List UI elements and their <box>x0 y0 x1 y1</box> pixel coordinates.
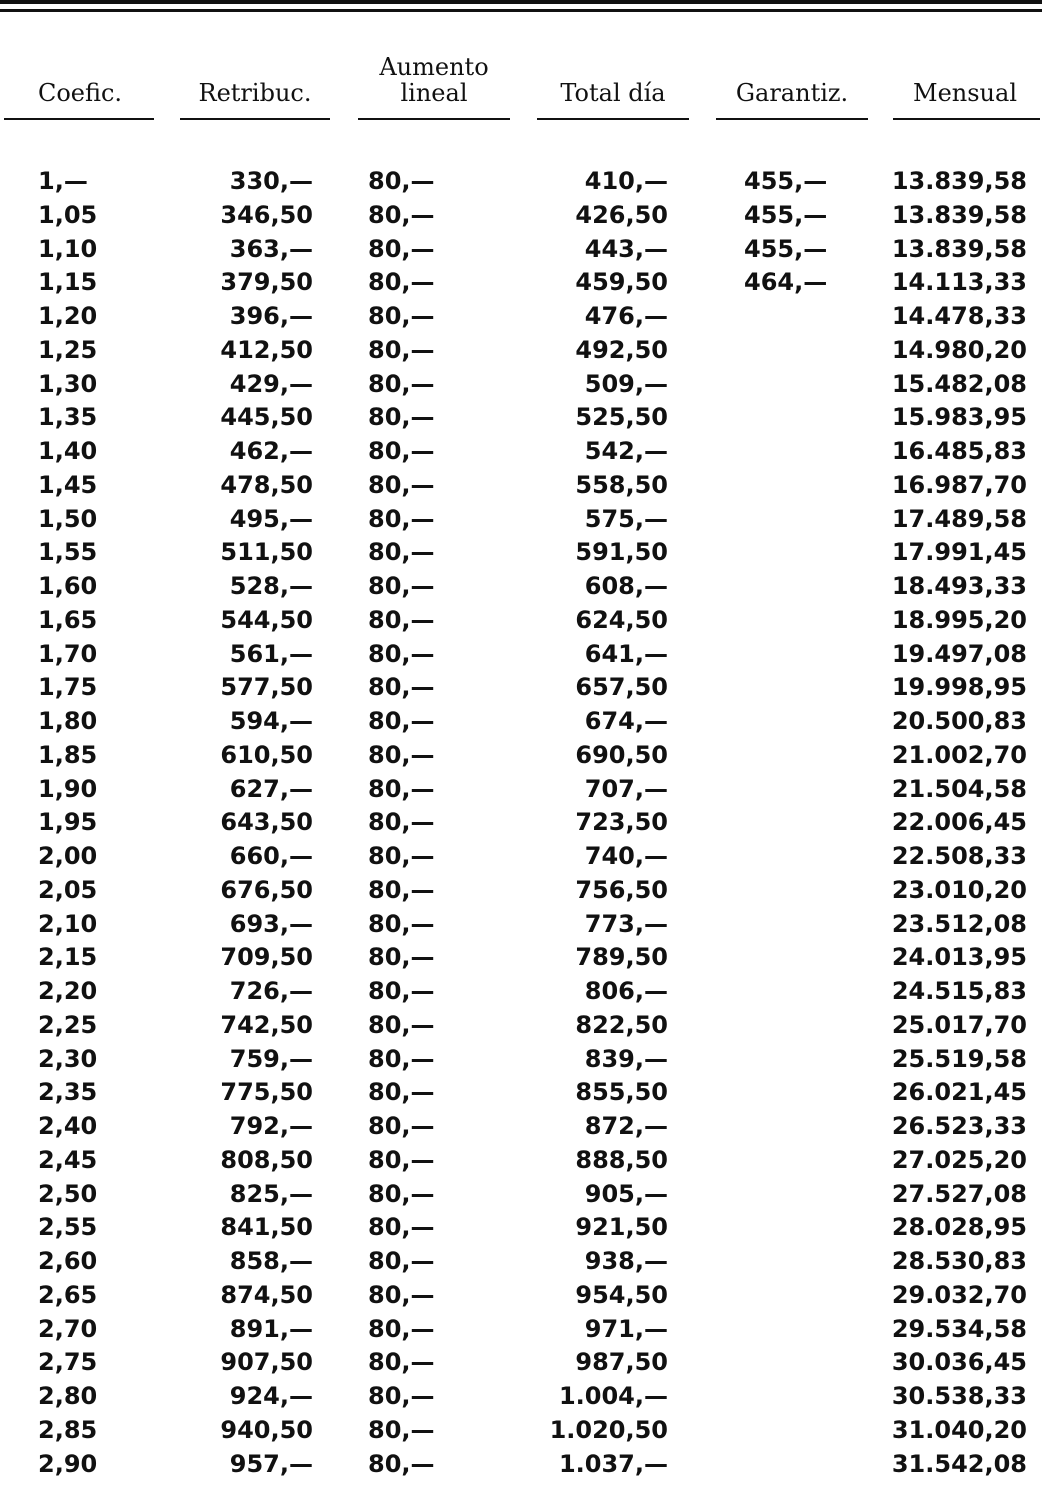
total-dia-cell: 674,— <box>584 707 668 735</box>
aumento-lineal-cell: 80,— <box>368 572 435 600</box>
total-dia-cell: 1.037,— <box>558 1449 668 1478</box>
coefic-cell: 1,80 <box>38 707 98 735</box>
retribuc-cell: 610,50 <box>220 740 313 769</box>
retribuc-cell: 957,— <box>229 1449 313 1478</box>
mensual-cell: 31.040,20 <box>891 1415 1027 1444</box>
header-mensual: Mensual <box>913 79 1017 107</box>
retribuc-cell: 841,50 <box>220 1213 313 1242</box>
aumento-lineal-cell: 80,— <box>368 875 435 904</box>
total-dia-cell: 756,50 <box>575 875 668 904</box>
table-row <box>0 1042 1042 1076</box>
aumento-lineal-cell: 80,— <box>368 1044 435 1073</box>
total-dia-cell: 938,— <box>584 1247 668 1275</box>
mensual-cell: 28.028,95 <box>891 1213 1027 1242</box>
total-dia-cell: 954,50 <box>575 1280 668 1309</box>
coefic-cell: 1,25 <box>38 335 98 364</box>
table-row <box>0 367 1042 401</box>
aumento-lineal-cell: 80,— <box>368 673 435 702</box>
table-row <box>0 1447 1042 1481</box>
retribuc-cell: 346,50 <box>220 200 313 229</box>
coefic-cell: 1,85 <box>38 740 98 769</box>
coefic-cell: 2,65 <box>38 1280 98 1309</box>
aumento-lineal-cell: 80,— <box>368 369 435 398</box>
aumento-lineal-cell: 80,— <box>368 605 435 634</box>
coefic-cell: 2,05 <box>38 875 98 904</box>
table-row <box>0 265 1042 299</box>
mensual-cell: 19.497,08 <box>891 639 1027 668</box>
retribuc-cell: 676,50 <box>220 875 313 904</box>
table-row <box>0 603 1042 637</box>
mensual-cell: 22.508,33 <box>891 842 1027 870</box>
coefic-cell: 1,30 <box>38 369 98 398</box>
garantiz-cell: 455,— <box>744 234 828 263</box>
garantiz-cell: 455,— <box>744 200 828 229</box>
total-dia-cell: 855,50 <box>575 1078 668 1107</box>
aumento-lineal-cell: 80,— <box>368 707 435 735</box>
total-dia-cell: 690,50 <box>575 740 668 769</box>
retribuc-cell: 396,— <box>229 302 313 330</box>
total-dia-cell: 888,50 <box>575 1145 668 1174</box>
table-row <box>0 400 1042 434</box>
header-underline <box>4 118 154 120</box>
table-row <box>0 569 1042 603</box>
coefic-cell: 1,75 <box>38 673 98 702</box>
total-dia-cell: 624,50 <box>575 605 668 634</box>
aumento-lineal-cell: 80,— <box>368 1010 435 1039</box>
retribuc-cell: 709,50 <box>220 943 313 972</box>
total-dia-cell: 723,50 <box>575 808 668 837</box>
aumento-lineal-cell: 80,— <box>368 1314 435 1343</box>
retribuc-cell: 858,— <box>229 1247 313 1275</box>
retribuc-cell: 825,— <box>229 1179 313 1208</box>
table-row <box>0 434 1042 468</box>
coefic-cell: 2,00 <box>38 842 98 870</box>
table-row <box>0 805 1042 839</box>
aumento-lineal-cell: 80,— <box>368 234 435 263</box>
coefic-cell: 1,15 <box>38 268 98 297</box>
total-dia-cell: 789,50 <box>575 943 668 972</box>
table-row <box>0 299 1042 333</box>
aumento-lineal-cell: 80,— <box>368 538 435 567</box>
total-dia-cell: 822,50 <box>575 1010 668 1039</box>
header-underline <box>716 118 868 120</box>
coefic-cell: 1,20 <box>38 302 98 330</box>
coefic-cell: 2,15 <box>38 943 98 972</box>
aumento-lineal-cell: 80,— <box>368 470 435 499</box>
total-dia-cell: 575,— <box>584 504 668 533</box>
retribuc-cell: 940,50 <box>220 1415 313 1444</box>
table-row <box>0 333 1042 367</box>
top-rule <box>0 0 1042 4</box>
aumento-lineal-cell: 80,— <box>368 335 435 364</box>
header-underline <box>537 118 689 120</box>
aumento-lineal-cell: 80,— <box>368 639 435 668</box>
total-dia-cell: 641,— <box>584 639 668 668</box>
mensual-cell: 18.995,20 <box>891 605 1027 634</box>
aumento-lineal-cell: 80,— <box>368 1382 435 1410</box>
total-dia-cell: 1.004,— <box>558 1382 668 1410</box>
total-dia-cell: 542,— <box>584 437 668 465</box>
retribuc-cell: 643,50 <box>220 808 313 837</box>
table-row <box>0 873 1042 907</box>
aumento-lineal-cell: 80,— <box>368 200 435 229</box>
coefic-cell: 1,35 <box>38 403 98 432</box>
table-row <box>0 1312 1042 1346</box>
retribuc-cell: 742,50 <box>220 1010 313 1039</box>
table-row <box>0 1075 1042 1109</box>
aumento-lineal-cell: 80,— <box>368 1449 435 1478</box>
coefic-cell: 2,90 <box>38 1449 98 1478</box>
retribuc-cell: 429,— <box>229 369 313 398</box>
coefic-cell: 1,95 <box>38 808 98 837</box>
mensual-cell: 14.113,33 <box>891 268 1027 297</box>
aumento-lineal-cell: 80,— <box>368 808 435 837</box>
mensual-cell: 25.017,70 <box>891 1010 1027 1039</box>
mensual-cell: 27.527,08 <box>891 1179 1027 1208</box>
table-row <box>0 772 1042 806</box>
coefic-cell: 2,20 <box>38 977 98 1005</box>
table-row <box>0 1278 1042 1312</box>
retribuc-cell: 792,— <box>229 1112 313 1140</box>
total-dia-cell: 707,— <box>584 774 668 803</box>
total-dia-cell: 806,— <box>584 977 668 1005</box>
retribuc-cell: 561,— <box>229 639 313 668</box>
aumento-lineal-cell: 80,— <box>368 774 435 803</box>
table-row <box>0 502 1042 536</box>
aumento-lineal-cell: 80,— <box>368 740 435 769</box>
garantiz-cell: 464,— <box>744 268 828 297</box>
coefic-cell: 1,— <box>38 167 88 195</box>
total-dia-cell: 459,50 <box>575 268 668 297</box>
header-lineal: lineal <box>400 79 468 107</box>
coefic-cell: 1,50 <box>38 504 98 533</box>
top-rule-secondary <box>0 9 1042 12</box>
header-garantiz: Garantiz. <box>735 79 849 107</box>
total-dia-cell: 525,50 <box>575 403 668 432</box>
coefic-cell: 2,50 <box>38 1179 98 1208</box>
retribuc-cell: 759,— <box>229 1044 313 1073</box>
table-row <box>0 670 1042 704</box>
table-row <box>0 232 1042 266</box>
mensual-cell: 27.025,20 <box>891 1145 1027 1174</box>
table-row <box>0 535 1042 569</box>
total-dia-cell: 740,— <box>584 842 668 870</box>
mensual-cell: 13.839,58 <box>891 200 1027 229</box>
aumento-lineal-cell: 80,— <box>368 842 435 870</box>
mensual-cell: 26.021,45 <box>891 1078 1027 1107</box>
aumento-lineal-cell: 80,— <box>368 943 435 972</box>
header-underline <box>358 118 510 120</box>
header-coefic: Coefic. <box>37 79 123 107</box>
total-dia-cell: 987,50 <box>575 1348 668 1377</box>
table-row <box>0 940 1042 974</box>
retribuc-cell: 891,— <box>229 1314 313 1343</box>
total-dia-cell: 905,— <box>584 1179 668 1208</box>
table-row <box>0 738 1042 772</box>
total-dia-cell: 872,— <box>584 1112 668 1140</box>
retribuc-cell: 627,— <box>229 774 313 803</box>
total-dia-cell: 839,— <box>584 1044 668 1073</box>
table-row <box>0 974 1042 1008</box>
table-row <box>0 637 1042 671</box>
coefic-cell: 2,85 <box>38 1415 98 1444</box>
coefic-cell: 2,10 <box>38 909 98 938</box>
retribuc-cell: 528,— <box>229 572 313 600</box>
aumento-lineal-cell: 80,— <box>368 1145 435 1174</box>
coefic-cell: 2,30 <box>38 1044 98 1073</box>
aumento-lineal-cell: 80,— <box>368 504 435 533</box>
mensual-cell: 29.032,70 <box>891 1280 1027 1309</box>
mensual-cell: 21.504,58 <box>891 774 1027 803</box>
retribuc-cell: 594,— <box>229 707 313 735</box>
total-dia-cell: 492,50 <box>575 335 668 364</box>
mensual-cell: 13.839,58 <box>891 167 1027 195</box>
coefic-cell: 1,60 <box>38 572 98 600</box>
table-row <box>0 839 1042 873</box>
coefic-cell: 2,60 <box>38 1247 98 1275</box>
table-row <box>0 1177 1042 1211</box>
mensual-cell: 20.500,83 <box>891 707 1027 735</box>
total-dia-cell: 509,— <box>584 369 668 398</box>
retribuc-cell: 577,50 <box>220 673 313 702</box>
mensual-cell: 14.980,20 <box>891 335 1027 364</box>
aumento-lineal-cell: 80,— <box>368 302 435 330</box>
aumento-lineal-cell: 80,— <box>368 1348 435 1377</box>
table-row <box>0 1379 1042 1413</box>
mensual-cell: 17.991,45 <box>891 538 1027 567</box>
retribuc-cell: 445,50 <box>220 403 313 432</box>
aumento-lineal-cell: 80,— <box>368 403 435 432</box>
mensual-cell: 17.489,58 <box>891 504 1027 533</box>
aumento-lineal-cell: 80,— <box>368 1247 435 1275</box>
table-row <box>0 1244 1042 1278</box>
mensual-cell: 18.493,33 <box>891 572 1027 600</box>
coefic-cell: 1,05 <box>38 200 98 229</box>
coefic-cell: 2,75 <box>38 1348 98 1377</box>
retribuc-cell: 495,— <box>229 504 313 533</box>
coefic-cell: 1,10 <box>38 234 98 263</box>
retribuc-cell: 924,— <box>229 1382 313 1410</box>
table-row <box>0 1008 1042 1042</box>
aumento-lineal-cell: 80,— <box>368 1179 435 1208</box>
mensual-cell: 30.036,45 <box>891 1348 1027 1377</box>
total-dia-cell: 971,— <box>584 1314 668 1343</box>
mensual-cell: 24.515,83 <box>891 977 1027 1005</box>
retribuc-cell: 775,50 <box>220 1078 313 1107</box>
mensual-cell: 16.485,83 <box>891 437 1027 465</box>
table-row <box>0 1210 1042 1244</box>
header-retribuc: Retribuc. <box>198 79 312 107</box>
header-underline <box>180 118 330 120</box>
aumento-lineal-cell: 80,— <box>368 1112 435 1140</box>
retribuc-cell: 726,— <box>229 977 313 1005</box>
header-aumento: Aumento <box>379 53 489 81</box>
mensual-cell: 25.519,58 <box>891 1044 1027 1073</box>
header-total-dia: Total día <box>560 79 666 107</box>
aumento-lineal-cell: 80,— <box>368 1415 435 1444</box>
total-dia-cell: 1.020,50 <box>549 1415 668 1444</box>
retribuc-cell: 330,— <box>229 167 313 195</box>
retribuc-cell: 874,50 <box>220 1280 313 1309</box>
coefic-cell: 1,45 <box>38 470 98 499</box>
mensual-cell: 13.839,58 <box>891 234 1027 263</box>
mensual-cell: 28.530,83 <box>891 1247 1027 1275</box>
coefic-cell: 1,40 <box>38 437 98 465</box>
coefic-cell: 2,35 <box>38 1078 98 1107</box>
coefic-cell: 2,45 <box>38 1145 98 1174</box>
retribuc-cell: 660,— <box>229 842 313 870</box>
retribuc-cell: 462,— <box>229 437 313 465</box>
retribuc-cell: 363,— <box>229 234 313 263</box>
retribuc-cell: 907,50 <box>220 1348 313 1377</box>
total-dia-cell: 608,— <box>584 572 668 600</box>
mensual-cell: 23.512,08 <box>891 909 1027 938</box>
coefic-cell: 1,70 <box>38 639 98 668</box>
table-row <box>0 164 1042 198</box>
mensual-cell: 24.013,95 <box>891 943 1027 972</box>
coefic-cell: 1,55 <box>38 538 98 567</box>
aumento-lineal-cell: 80,— <box>368 1213 435 1242</box>
total-dia-cell: 773,— <box>584 909 668 938</box>
mensual-cell: 19.998,95 <box>891 673 1027 702</box>
aumento-lineal-cell: 80,— <box>368 977 435 1005</box>
mensual-cell: 21.002,70 <box>891 740 1027 769</box>
total-dia-cell: 657,50 <box>575 673 668 702</box>
retribuc-cell: 808,50 <box>220 1145 313 1174</box>
coefic-cell: 2,55 <box>38 1213 98 1242</box>
aumento-lineal-cell: 80,— <box>368 1078 435 1107</box>
mensual-cell: 26.523,33 <box>891 1112 1027 1140</box>
mensual-cell: 31.542,08 <box>891 1449 1027 1478</box>
mensual-cell: 23.010,20 <box>891 875 1027 904</box>
mensual-cell: 29.534,58 <box>891 1314 1027 1343</box>
retribuc-cell: 693,— <box>229 909 313 938</box>
total-dia-cell: 558,50 <box>575 470 668 499</box>
total-dia-cell: 591,50 <box>575 538 668 567</box>
mensual-cell: 22.006,45 <box>891 808 1027 837</box>
mensual-cell: 30.538,33 <box>891 1382 1027 1410</box>
total-dia-cell: 426,50 <box>575 200 668 229</box>
table-row <box>0 1109 1042 1143</box>
coefic-cell: 2,25 <box>38 1010 98 1039</box>
coefic-cell: 2,70 <box>38 1314 98 1343</box>
coefic-cell: 2,40 <box>38 1112 98 1140</box>
total-dia-cell: 921,50 <box>575 1213 668 1242</box>
retribuc-cell: 478,50 <box>220 470 313 499</box>
table-row <box>0 198 1042 232</box>
table-row <box>0 907 1042 941</box>
retribuc-cell: 511,50 <box>220 538 313 567</box>
header-underline <box>893 118 1040 120</box>
aumento-lineal-cell: 80,— <box>368 437 435 465</box>
retribuc-cell: 379,50 <box>220 268 313 297</box>
table-row <box>0 1345 1042 1379</box>
mensual-cell: 15.482,08 <box>891 369 1027 398</box>
retribuc-cell: 544,50 <box>220 605 313 634</box>
mensual-cell: 16.987,70 <box>891 470 1027 499</box>
retribuc-cell: 412,50 <box>220 335 313 364</box>
coefic-cell: 2,80 <box>38 1382 98 1410</box>
total-dia-cell: 443,— <box>584 234 668 263</box>
aumento-lineal-cell: 80,— <box>368 1280 435 1309</box>
coefic-cell: 1,65 <box>38 605 98 634</box>
table-row <box>0 704 1042 738</box>
table-row <box>0 1143 1042 1177</box>
total-dia-cell: 476,— <box>584 302 668 330</box>
coefic-cell: 1,90 <box>38 774 98 803</box>
aumento-lineal-cell: 80,— <box>368 167 435 195</box>
aumento-lineal-cell: 80,— <box>368 909 435 938</box>
aumento-lineal-cell: 80,— <box>368 268 435 297</box>
total-dia-cell: 410,— <box>584 167 668 195</box>
garantiz-cell: 455,— <box>744 167 828 195</box>
mensual-cell: 14.478,33 <box>891 302 1027 330</box>
table-row <box>0 468 1042 502</box>
table-row <box>0 1413 1042 1447</box>
mensual-cell: 15.983,95 <box>891 403 1027 432</box>
